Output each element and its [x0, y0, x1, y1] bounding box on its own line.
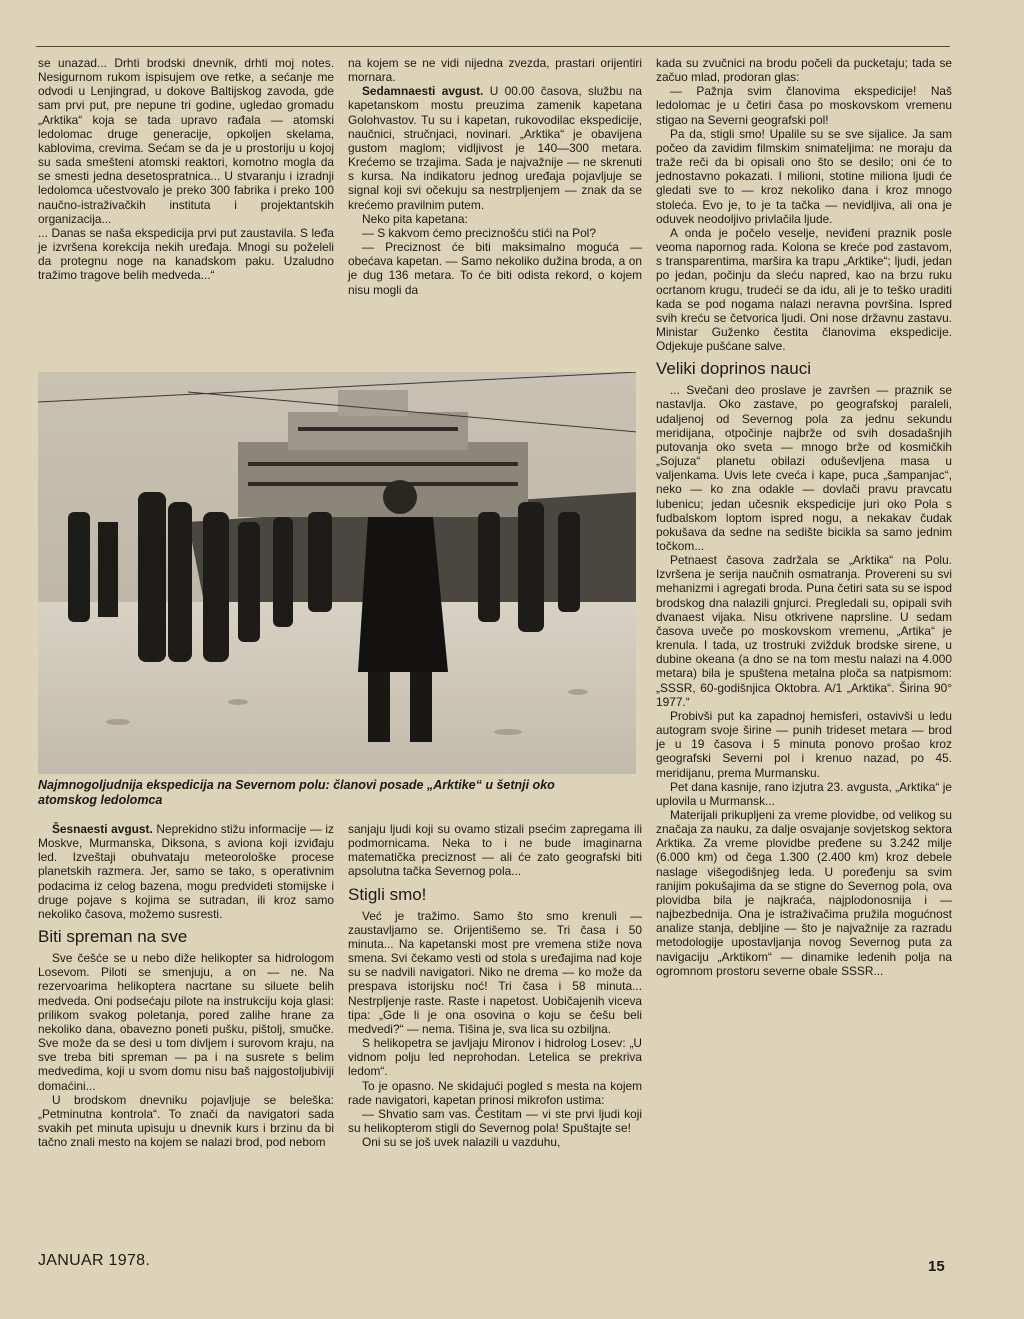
- paragraph: na kojem se ne vidi nijedna zvezda, prastari orijentiri mornara.: [348, 56, 642, 85]
- paragraph: Materijali prikupljeni za vreme plovidbe, od velikog su značaja za nauku, za dalje osvajanje sovjetskog sektora Arktika. Za vreme plovidbe pređene su 3.242 milje (6.000 km) od čega 1.300 (2.400 km) kroz debele naslage višegodišnjeg leda. U poređenju sa svim ranijim pokušajima da se stigne do Severnog pola, ova plovidba bila je najkraća, najplodonosnija i — najbezbednija. Ona je istraživačima pružila mogućnost analize stanja, debljine — što je najvažnije za razradu metodologije upostavljanja novog Severnog puta za navigaciju „Arktikom“ — dinamike ledenih polja na ogromnom prostoru severne obale SSSR...: [656, 807, 952, 978]
- paragraph: — S kakvom ćemo preciznošću stići na Pol?: [362, 225, 596, 240]
- paragraph: ... Danas se naša ekspedicija prvi put zaustavila. S leđa je izvršena korekcija nekih uređaja. Mnogi su poželeli da protegnu noge na kanadskom paku. Uzaludno tražimo tragove belih medveda...“: [38, 225, 334, 283]
- paragraph: U brodskom dnevniku pojavljuje se beleška: „Petminutna kontrola“. To znači da navigatori sada svakih pet minuta upisuju u dnevnik kurs i brzinu da bi tačno znali mesto na kojem se nalazi brod, pod nebom: [38, 1092, 334, 1150]
- paragraph: S helikopetra se javljaju Mironov i hidrolog Losev: „U vidnom polju led neprohodan. Letelica se prekriva ledom“.: [348, 1036, 642, 1079]
- section-heading: Veliki doprinos nauci: [656, 359, 811, 379]
- date-lead-in: Sedamnaesti avgust.: [362, 84, 484, 99]
- issue-date-footer: JANUAR 1978.: [38, 1252, 151, 1269]
- paragraph: Petnaest časova zadržala se „Arktika“ na Polu. Izvršena je serija naučnih osmatranja. Provereni su svi mehanizmi i agregati broda. Puna četiri sata su se ispod brodskog dna nalazili gnjurci. Pregledali su, opipali svih dvanaest vijaka. Nisu otkrivene naprsline. U sedam časova uveče po moskovskom vremenu, „Artika“ je krenula. I tada, uz trostruki zvižduk brodske sirene, u dubine okeana (a dno se na tom mestu nalazi na 4.000 metara) bila je spuštena metalna ploča sa natpismom: „SSSR, 60-godišnjica Oktobra. A/1 „Arktika“. Širina 90° 1977.“: [656, 553, 952, 709]
- photo-illustration: [38, 372, 636, 774]
- section-heading: Biti spreman na sve: [38, 927, 188, 947]
- paragraph: [348, 84, 642, 211]
- paragraph: ... Svečani deo proslave je završen — praznik se nastavlja. Oko zastave, po geografskoj paraleli, udaljenoj od Severnog pola za jednu sekundu meridijana, otpočinje najbrže od svih dosadašnjih putovanja oko sveta — mnogo brže od kosmičkih „Sojuza“ planetu obilazi oduševljena masa u valjenkama. Uvis lete cveća i kape, puca „šampanjac“, neko — ko zna odakle — dovlači pravu pravcatu lubenicu; jedan učesnik ekspedicije juri oko Pola s fudbalskom loptom ispred nogu, a nekakav čudak pokušava da sedne na sedište bicikla sa samo jednim točkom...: [656, 383, 952, 553]
- column-1-bottom: [38, 822, 334, 1149]
- column-2-top: [348, 56, 642, 297]
- column-1-top: [38, 56, 334, 283]
- paragraph: Neko pita kapetana:: [362, 211, 468, 226]
- date-lead-in: Šesnaesti avgust.: [52, 822, 153, 836]
- top-rule: [36, 46, 950, 47]
- paragraph: To je opasno. Ne skidajući pogled s mesta na kojem rade navigatori, kapetan prinosi mikrofon ustima:: [348, 1078, 642, 1107]
- section-heading: Stigli smo!: [348, 884, 427, 904]
- page-number: 15: [928, 1258, 945, 1275]
- paragraph: [38, 822, 334, 921]
- paragraph: se unazad... Drhti brodski dnevnik, drhti moj notes. Nesigurnom rukom ispisujem ove retke, a sećanje me odvodi u Lenjingrad, u dokove Baltijskog zavoda, gde sam prvi put, pre nepune tri godine, ugledao gromadu „Arktika“ koja se tada upravo rađala — atomski ledolomac druge generacije, opkoljen skelama, kablovima, crevima. Sećam se da je u prostoriju u kojoj su sada smešteni atomski reaktori, komotno mogla da se smesti jedna desetospratnica... U stvaranju i izradnji ledolomca učestvovalo je preko 300 fabrika i preko 100 naučno-istraživačkih instituta i projektantskih organizacija...: [38, 56, 334, 226]
- paragraph: — Preciznost će biti maksimalno moguća — obećava kapetan. — Samo nekoliko dužina broda, a on je dug 136 metara. To će biti odista rekord, o kojem nisu mogli da: [348, 240, 642, 297]
- paragraph: Pet dana kasnije, rano izjutra 23. avgusta, „Arktika“ je uplovila u Murmansk...: [656, 779, 952, 808]
- paragraph: Probivši put ka zapadnoj hemisferi, ostavivši u ledu autogram svoje širine — punih trideset metara — brod je u 19 časova i 5 minuta ponovo prošao kroz geografski Severni pol i krenuo nazad, po 45. meridijanu, prema Murmansku.: [656, 708, 952, 780]
- paragraph: sanjaju ljudi koji su ovamo stizali psećim zapregama ili podmornicama. Neka to i ne bude imaginarna matematička preciznost — ali će zato geografski biti apsolutna tačka Severnog pola...: [348, 822, 642, 879]
- expedition-photo: [38, 372, 636, 774]
- paragraph: — Pažnja svim članovima ekspedicije! Naš ledolomac je u četiri časa po moskovskom vremenu stigao na Severni geografski pol!: [656, 84, 952, 127]
- paragraph: Oni su se još uvek nalazili u vazduhu,: [362, 1135, 561, 1150]
- paragraph: Pa da, stigli smo! Upalile su se sve sijalice. Ja sam počeo da zavidim filmskim snimateljima: ne moraju da traže reči da bi opisali ono što se desilo; oni će to jednostavno pokazati. I milioni, stotine miliona ljudi će gledati sve to — kroz nekoliko dana i kroz mnogo stoleća. Evo je, to je ta tačka — nevidljiva, ali ona je oduvek neodoljivo privlačila ljude.: [656, 126, 952, 226]
- paragraph-text: Neprekidno stižu informacije — iz Moskve, Murmanska, Diksona, s aviona koji izviđaju led. Izveštaji obuhvataju meteorološke procese planetskih razmera. Jer, samo se tako, s operativnim podacima iz celog bazena, mogu predvideti stomijske i druge pojave s kojima se sutradan, ili kroz samo nekoliko časova, možemo susresti.: [38, 822, 334, 921]
- column-2-bottom: [348, 822, 642, 1149]
- paragraph: — Shvatio sam vas. Čestitam — vi ste prvi ljudi koji su helikopterom stigli do Severnog pola! Spuštajte se!: [348, 1106, 642, 1135]
- paragraph: kada su zvučnici na brodu počeli da pucketaju; tada se začuo mlad, prodoran glas:: [656, 56, 952, 85]
- paragraph-text: U 00.00 časova, službu na kapetanskom mostu preuzima zamenik kapetana Golohvastov. Tu su i kapetan, rukovodilac ekspedicije, naučnici, stručnjaci, novinari. „Arktika“ je obavijena gustom maglom; vidljivost je 140—300 metara. Krećemo se trzajima. Sada je najvažnije — ne skrenuti s kursa. Na indikatoru jednog uređaja pojavljuje se signal koji svi očekuju sa nestrpljenjem — znak da se krećemo pravilnim putem.: [348, 84, 643, 212]
- paragraph: Sve češće se u nebo diže helikopter sa hidrologom Losevom. Piloti se smenjuju, a on — ne. Na rezervoarima helikoptera nacrtane su siluete belih medveda. Oni podsećaju pilote na instrukciju koja glasi: prilikom svakog poletanja, pored zalihe hrane za nekoliko dana, obavezno poneti pušku, pištolj, smučke. Sve može da se desi u tom divljem i surovom kraju, na sve treba biti spreman — pa i na susrete s belim medvedima, koji u svom domu nisu baš najgostoljubiviji domaćini...: [38, 951, 334, 1093]
- paragraph: Već je tražimo. Samo što smo krenuli — zaustavljamo se. Orijentišemo se. Tri časa i 50 minuta... Na kapetanski most pre vremena stiže nova smena. Svi čekamo vesti od stola s uređajima nad koje su se nadvili navigatori. Niko ne drema — ko može da prespava istorijsku noć! Tri časa i 58 minuta... Nestrpljenje raste. Raste i napetost. Uobičajenih viceva tipa: „Gde li je ona osovina o koju se češu beli medvedi?“ — nema. Tišina je, sva lica su ozbiljna.: [348, 908, 642, 1036]
- paragraph: A onda je počelo veselje, neviđeni praznik posle veoma napornog rada. Kolona se kreće pod zastavom, s transparentima, maršira ka trapu „Arktike“; ljudi, jedan po jedan, počinju da sleću napred, kao na brzu ruku ocrtanom krugu, trudeći se da idu, ali je to teško uraditi kada se pod nogama nalazi neravna površina. Ispred svih kreću se četvorica ljudi. Oni nose državnu zastavu. Ministar Guženko čestita članovima ekspedicije. Odjekuje pušćane salve.: [656, 225, 952, 354]
- photo-caption: Najmnogoljudnija ekspedicija na Severnom polu: članovi posade „Arktike“ u šetnji oko atomskog ledolomca: [38, 778, 555, 807]
- column-3: [656, 56, 952, 978]
